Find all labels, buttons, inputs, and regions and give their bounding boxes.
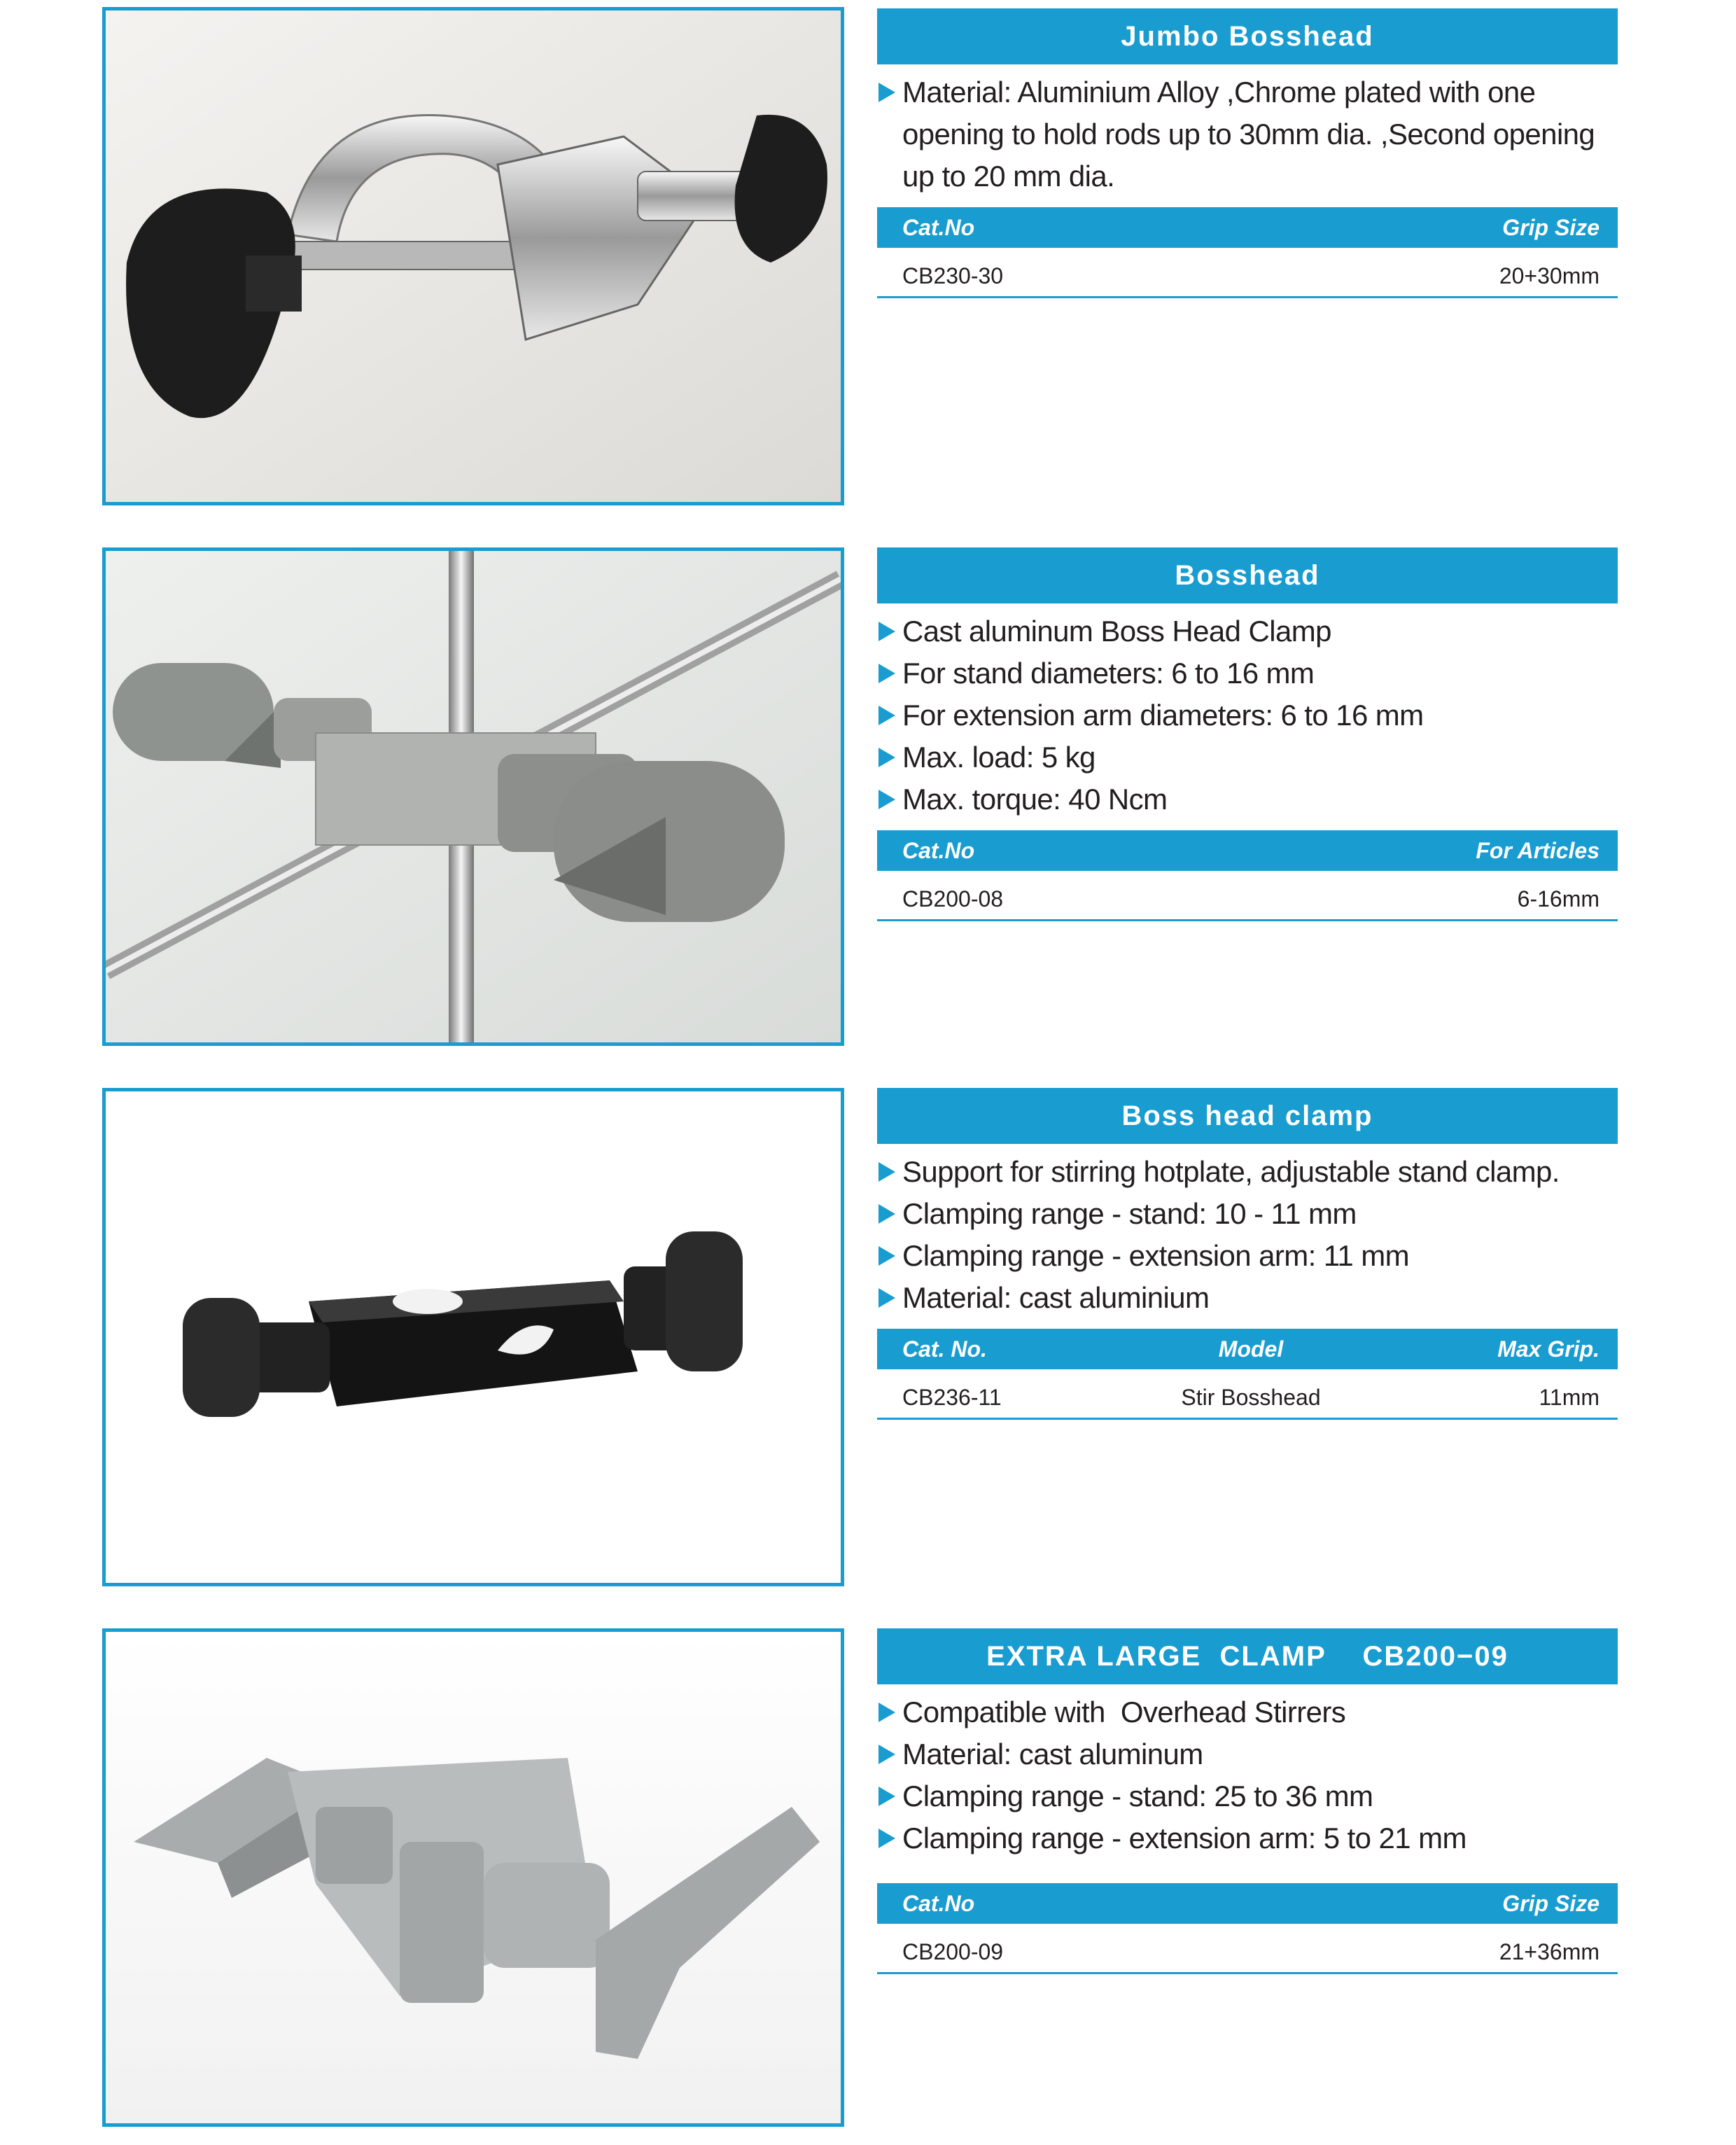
spec-table <box>877 1883 1618 1974</box>
jumbo-bosshead-image <box>106 11 841 502</box>
feature-list <box>877 610 1618 820</box>
product-title: EXTRA LARGE CLAMP CB200−09 <box>877 1628 1618 1684</box>
cell-grip-size: 21+36mm <box>1499 1939 1600 1964</box>
feature-item: Compatible with Overhead Stirrers <box>877 1691 1618 1733</box>
feature-item: Max. torque: 40 Ncm <box>877 778 1618 820</box>
bullet-arrow-icon <box>878 748 895 767</box>
bullet-arrow-icon <box>878 1703 895 1722</box>
spec-table-header <box>877 207 1618 248</box>
spec-table <box>877 830 1618 921</box>
cell-cat-no: CB200-09 <box>902 1939 1004 1964</box>
feature-item: Material: Aluminium Alloy ,Chrome plated with one opening to hold rods up to 30mm dia. ,Second opening up to 20 mm dia. <box>877 71 1618 197</box>
spec-table <box>877 207 1618 298</box>
feature-list <box>877 71 1618 197</box>
bullet-arrow-icon <box>878 1745 895 1764</box>
feature-item: Material: cast aluminum <box>877 1733 1618 1775</box>
bosshead-info <box>877 547 1618 921</box>
col-for-articles: For Articles <box>1476 838 1600 863</box>
feature-list <box>877 1151 1618 1319</box>
cell-cat-no: CB236-11 <box>902 1385 1002 1410</box>
boss-head-clamp-info <box>877 1088 1618 1420</box>
bullet-arrow-icon <box>878 83 895 102</box>
cell-cat-no: CB230-30 <box>902 263 1004 288</box>
col-cat-no: Cat.No <box>902 1891 975 1916</box>
cell-grip-size: 20+30mm <box>1499 263 1600 288</box>
table-row <box>877 1924 1618 1974</box>
feature-list <box>877 1691 1618 1859</box>
spec-table-header <box>877 1329 1618 1369</box>
cell-model: Stir Bosshead <box>1181 1385 1321 1410</box>
extra-large-clamp-info <box>877 1628 1618 1974</box>
bullet-arrow-icon <box>878 1829 895 1848</box>
boss-head-clamp-photo <box>102 1088 844 1586</box>
col-cat-no: Cat. No. <box>902 1336 987 1362</box>
bullet-arrow-icon <box>878 790 895 809</box>
feature-item: Clamping range - stand: 10 - 11 mm <box>877 1193 1618 1235</box>
feature-item: For stand diameters: 6 to 16 mm <box>877 652 1618 694</box>
feature-item: Support for stirring hotplate, adjustable stand clamp. <box>877 1151 1618 1193</box>
col-model: Model <box>1218 1336 1284 1362</box>
feature-item: Clamping range - extension arm: 5 to 21 mm <box>877 1817 1618 1859</box>
bullet-arrow-icon <box>878 622 895 641</box>
bullet-arrow-icon <box>878 1787 895 1806</box>
feature-item: Material: cast aluminium <box>877 1277 1618 1319</box>
table-row <box>877 871 1618 921</box>
table-row <box>877 1369 1618 1420</box>
cell-max-grip: 11mm <box>1539 1385 1600 1410</box>
boss-head-clamp-image <box>106 1091 841 1583</box>
col-max-grip: Max Grip. <box>1497 1336 1600 1362</box>
feature-item: Cast aluminum Boss Head Clamp <box>877 610 1618 652</box>
spec-table <box>877 1329 1618 1420</box>
bullet-arrow-icon <box>878 706 895 725</box>
bullet-arrow-icon <box>878 664 895 683</box>
spec-table-header <box>877 830 1618 871</box>
cell-cat-no: CB200-08 <box>902 886 1004 911</box>
col-cat-no: Cat.No <box>902 215 975 240</box>
cell-for-articles: 6-16mm <box>1517 886 1600 911</box>
feature-item: Clamping range - extension arm: 11 mm <box>877 1235 1618 1277</box>
bosshead-image <box>106 551 841 1042</box>
col-cat-no: Cat.No <box>902 838 975 863</box>
bosshead-photo <box>102 547 844 1046</box>
product-title: Boss head clamp <box>877 1088 1618 1144</box>
bullet-arrow-icon <box>878 1246 895 1266</box>
product-title: Jumbo Bosshead <box>877 8 1618 64</box>
feature-item: Max. load: 5 kg <box>877 736 1618 778</box>
product-title: Bosshead <box>877 547 1618 603</box>
bullet-arrow-icon <box>878 1288 895 1308</box>
feature-item: For extension arm diameters: 6 to 16 mm <box>877 694 1618 736</box>
bullet-arrow-icon <box>878 1162 895 1182</box>
extra-large-clamp-image <box>106 1632 841 2123</box>
jumbo-bosshead-photo <box>102 7 844 505</box>
extra-large-clamp-photo <box>102 1628 844 2127</box>
jumbo-bosshead-info <box>877 8 1618 298</box>
bullet-arrow-icon <box>878 1204 895 1224</box>
col-grip-size: Grip Size <box>1502 1891 1600 1916</box>
feature-item: Clamping range - stand: 25 to 36 mm <box>877 1775 1618 1817</box>
col-grip-size: Grip Size <box>1502 215 1600 240</box>
table-row <box>877 248 1618 298</box>
spec-table-header <box>877 1883 1618 1924</box>
